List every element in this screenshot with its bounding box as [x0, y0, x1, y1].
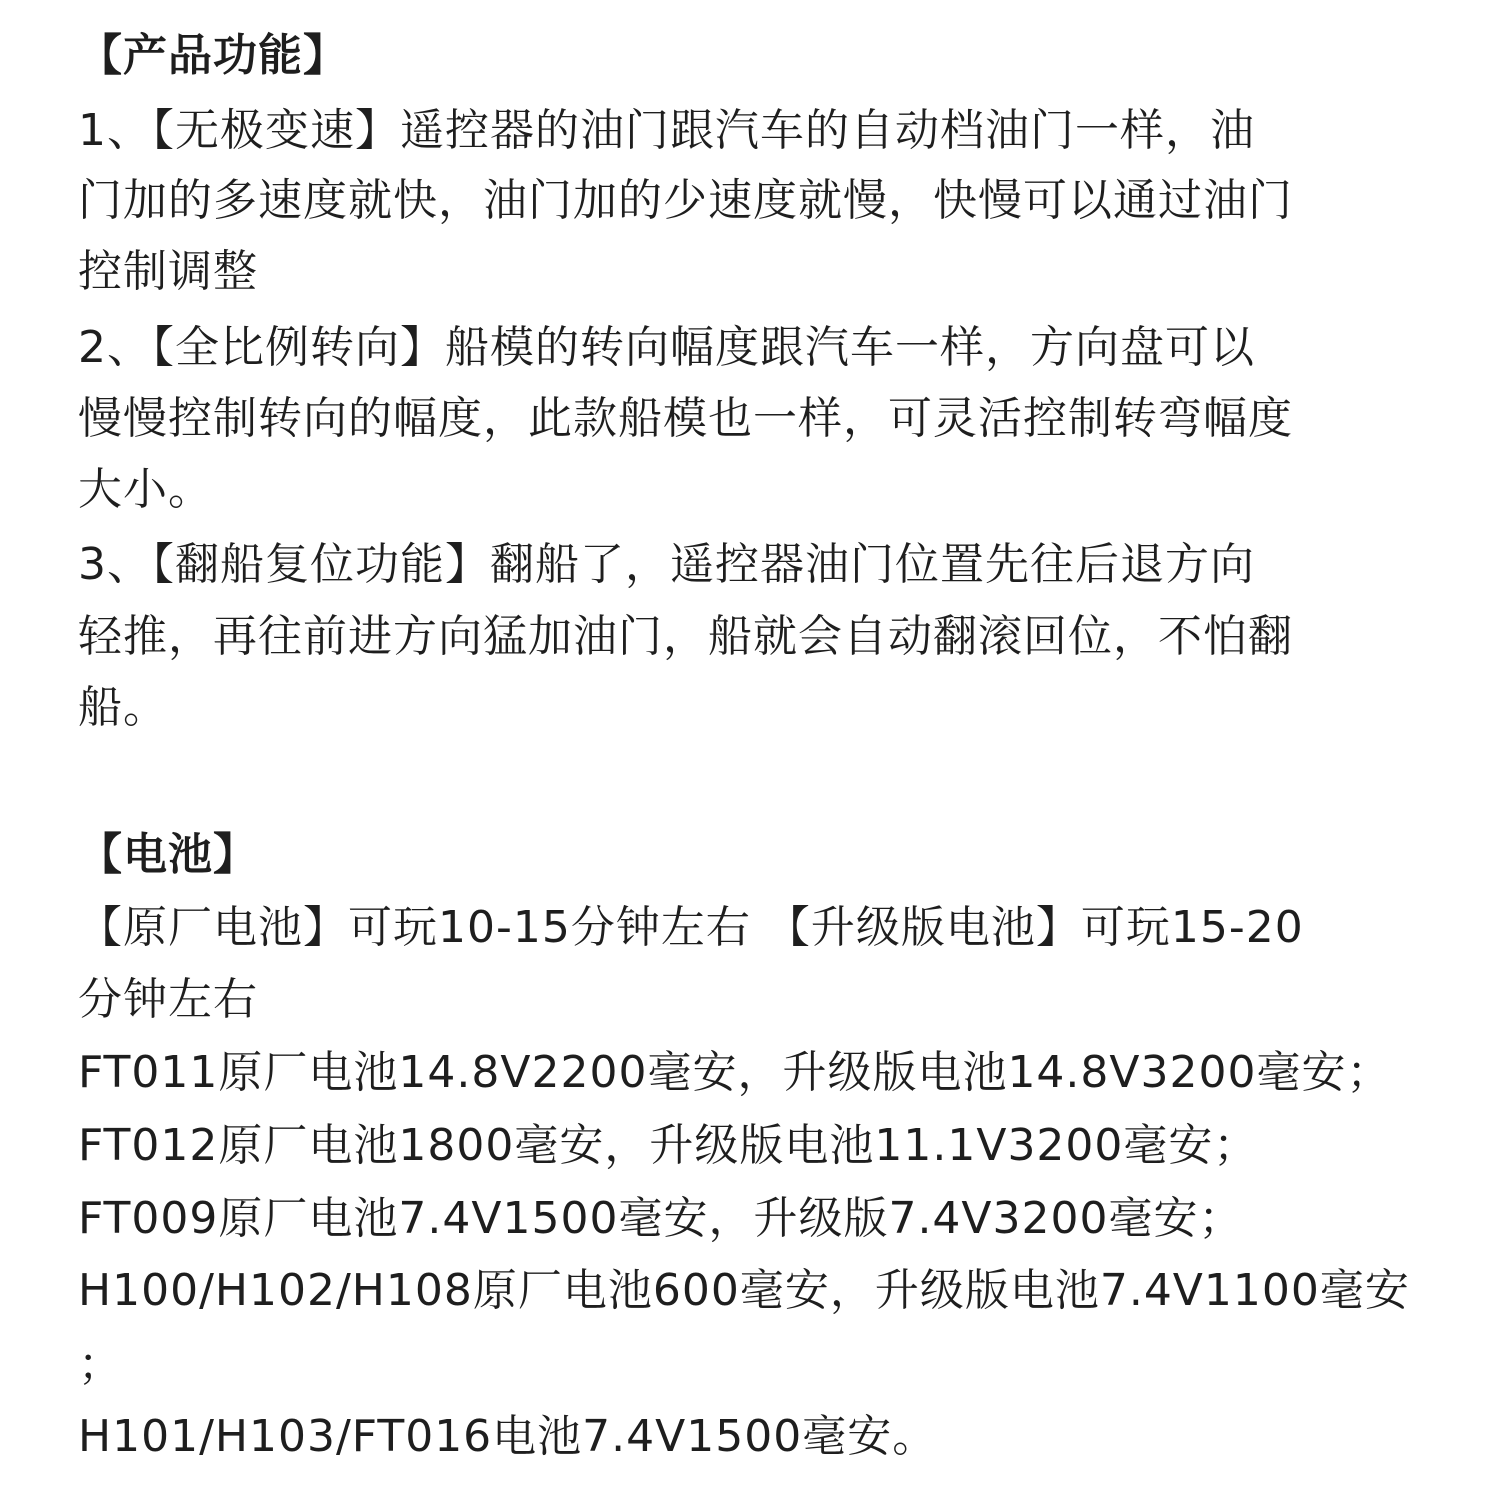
features-heading: 【产品功能】 [78, 30, 348, 81]
feature-line: 3、【翻船复位功能】翻船了，遥控器油门位置先往后退方向 [78, 539, 1255, 590]
feature-line: 1、【无极变速】遥控器的油门跟汽车的自动档油门一样，油 [78, 105, 1255, 156]
battery-line: 分钟左右 [78, 974, 258, 1025]
feature-line: 轻推，再往前进方向猛加油门，船就会自动翻滚回位，不怕翻 [78, 611, 1293, 662]
feature-line: 船。 [78, 682, 168, 733]
battery-line: FT009原厂电池7.4V1500毫安，升级版7.4V3200毫安； [78, 1193, 1244, 1244]
battery-line: H100/H102/H108原厂电池600毫安，升级版电池7.4V1100毫安 [78, 1265, 1410, 1316]
feature-line: 门加的多速度就快，油门加的少速度就慢，快慢可以通过油门 [78, 175, 1293, 226]
feature-line: 大小。 [78, 464, 213, 515]
battery-line: H101/H103/FT016电池7.4V1500毫安。 [78, 1411, 938, 1462]
battery-heading: 【电池】 [78, 829, 258, 880]
battery-line: ； [78, 1339, 123, 1390]
feature-line: 慢慢控制转向的幅度，此款船模也一样，可灵活控制转弯幅度 [78, 393, 1293, 444]
battery-line: FT012原厂电池1800毫安，升级版电池11.1V3200毫安； [78, 1120, 1259, 1171]
feature-line: 2、【全比例转向】船模的转向幅度跟汽车一样，方向盘可以 [78, 322, 1255, 373]
battery-line: FT011原厂电池14.8V2200毫安，升级版电池14.8V3200毫安； [78, 1047, 1392, 1098]
feature-line: 控制调整 [78, 246, 258, 297]
battery-line: 【原厂电池】可玩10-15分钟左右 【升级版电池】可玩15-20 [78, 902, 1304, 953]
